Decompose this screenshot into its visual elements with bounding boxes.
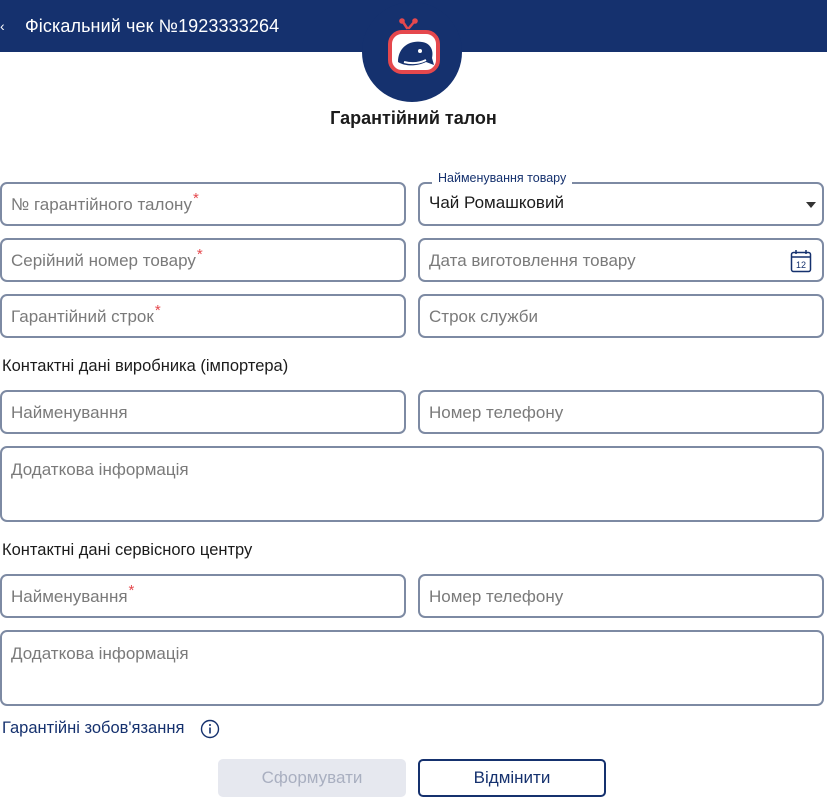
generate-button[interactable]: Сформувати (218, 759, 406, 797)
service-center-section-title: Контактні дані сервісного центру (2, 541, 253, 559)
manufacturer-info-placeholder: Додаткова інформація (11, 460, 189, 479)
calendar-icon-day: 12 (795, 260, 807, 270)
warranty-period-placeholder: Гарантійний строк (11, 307, 154, 326)
required-mark: * (196, 246, 203, 263)
manufacturer-name-field[interactable] (0, 390, 406, 434)
cancel-button[interactable]: Відмінити (418, 759, 606, 797)
chevron-left-icon[interactable]: ‹ (0, 18, 5, 34)
manufacturer-section-title: Контактні дані виробника (імпортера) (2, 357, 289, 375)
whale-tv-logo-icon (362, 2, 462, 102)
required-mark: * (154, 302, 161, 319)
receipt-title: Фіскальний чек №1923333264 (25, 16, 280, 36)
manufacture-date-placeholder: Дата виготовлення товару (429, 251, 636, 270)
product-name-select[interactable] (418, 182, 824, 226)
warranty-obligations-link[interactable]: Гарантійні зобов'язання (2, 719, 185, 737)
warranty-number-field[interactable] (0, 182, 406, 226)
warranty-number-placeholder: № гарантійного талону (11, 195, 192, 214)
service-center-info-textarea[interactable] (0, 630, 824, 706)
required-mark: * (128, 582, 135, 599)
product-name-label: Найменування товару (432, 171, 572, 185)
manufacturer-phone-placeholder: Номер телефону (429, 403, 564, 422)
service-life-field[interactable] (418, 294, 824, 338)
manufacture-date-field[interactable] (418, 238, 824, 282)
serial-number-field[interactable] (0, 238, 406, 282)
service-life-placeholder: Строк служби (429, 307, 539, 326)
service-center-info-placeholder: Додаткова інформація (11, 644, 189, 663)
service-center-name-field[interactable] (0, 574, 406, 618)
manufacturer-info-textarea[interactable] (0, 446, 824, 522)
service-center-name-placeholder: Найменування (11, 587, 128, 606)
manufacturer-name-placeholder: Найменування (11, 403, 128, 422)
warranty-period-field[interactable] (0, 294, 406, 338)
manufacturer-phone-field[interactable] (418, 390, 824, 434)
service-center-phone-field[interactable] (418, 574, 824, 618)
service-center-phone-placeholder: Номер телефону (429, 587, 564, 606)
info-icon[interactable] (200, 719, 220, 739)
required-mark: * (192, 190, 199, 207)
calendar-icon[interactable] (790, 249, 812, 273)
product-name-value: Чай Ромашковий (429, 193, 564, 212)
page-title: Гарантійний талон (330, 108, 497, 128)
serial-number-placeholder: Серійний номер товару (11, 251, 196, 270)
caret-down-icon[interactable] (806, 202, 816, 208)
